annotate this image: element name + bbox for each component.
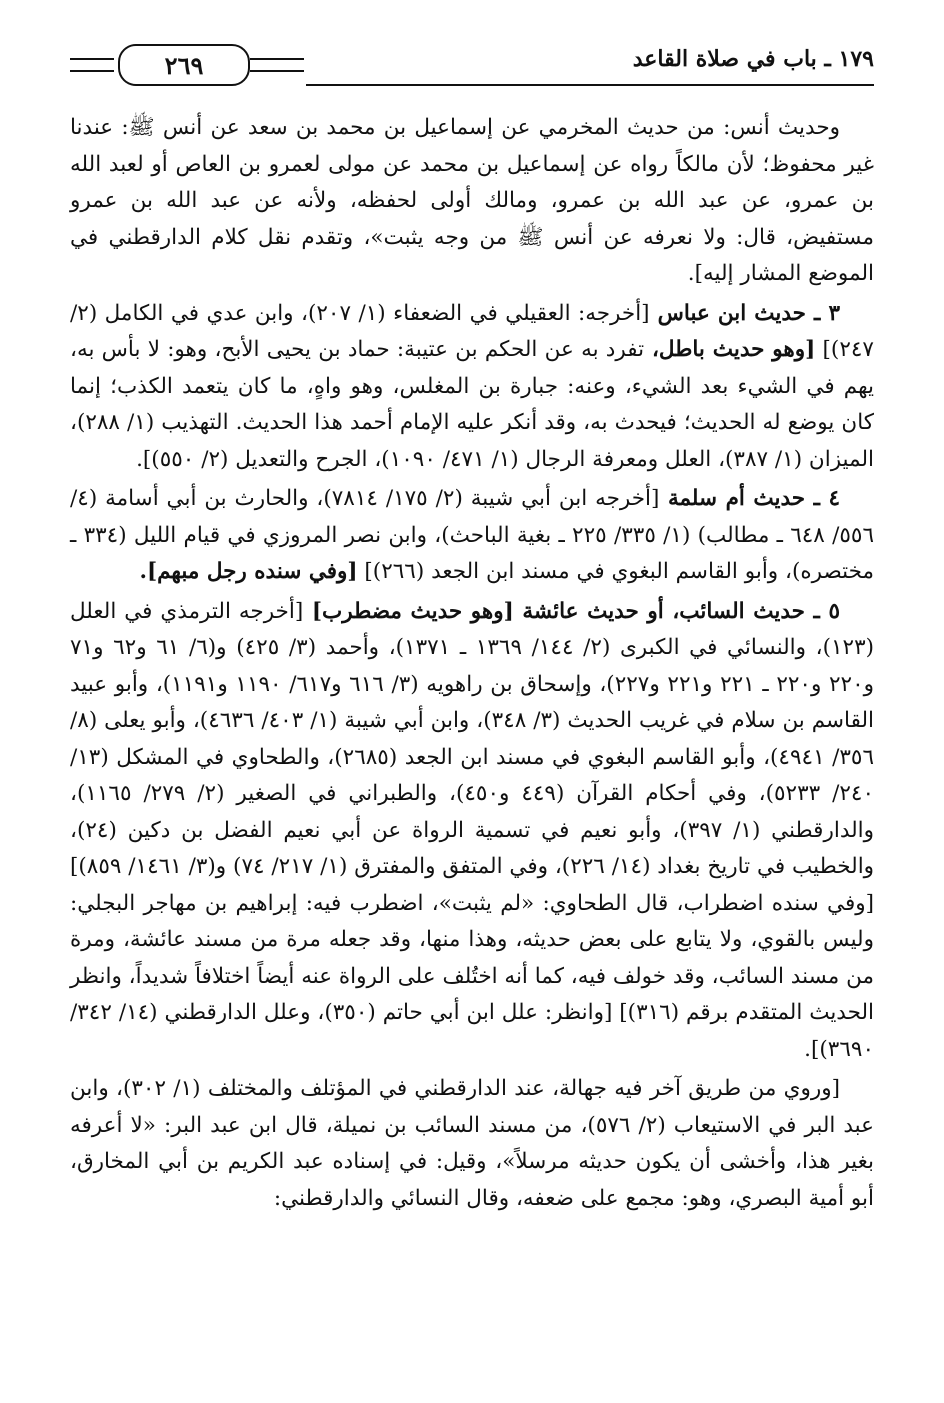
ornament-right-lines [250,58,304,72]
verdict-bold: [وفي سنده رجل مبهم]. [139,559,358,584]
text-segment: [وروي من طريق آخر فيه جهالة، عند الدارقطني في المؤتلف والمختلف (١/ ٣٠٢)، وابن عبد البر في الاستيعاب (٢/ ٥٧٦)، من مسند السائب بن نميلة، قال ابن عبد البر: «لا أعرفه بغير هذا، وأخشى أن يكون حديثه مرسلاً»، وقيل: في إسناده عبد الكريم بن أبي المخارق، أبو أمية البصري، وهو: مجمع على ضعفه، وقال النسائي والدارقطني: [70,1076,875,1211]
hadith-heading: ٣ ـ حديث ابن عباس [649,300,840,326]
page-number: ٢٦٩ [118,44,250,86]
ornament-left-lines [70,58,114,72]
paragraph-ibn-abbas [70,296,874,479]
page-header [70,40,874,90]
text-segment: تفرد به عن الحكم بن عتيبة: حماد بن يحيى الأبح، وهو: لا بأس به، يهم في الشيء بعد الشيء، وعنه: جبارة بن المغلس، وهو واهٍ، ما كان يتعمد الكذب؛ إنما كان يوضع له الحديث؛ فيحدث به، وقد أنكر عليه الإمام أحمد هذا الحديث. التهذيب (١/ ٢٨٨)، الميزان (١/ ٣٨٧)، العلل ومعرفة الرجال (١/ ٤٧١/ ١٠٩٠)، الجرح والتعديل (٢/ ٥٥٠)]. [70,337,874,472]
verdict-bold: [وهو حديث باطل، [644,337,816,362]
verdict-bold: [وهو حديث مضطرب] [303,598,514,624]
text-segment: [أخرجه ابن أبي شيبة (٢/ ١٧٥/ ٧٨١٤)، والحارث بن أبي أسامة (٤/ ٥٥٦/ ٦٤٨ ـ مطالب) (١/ ٣٣٥/ ٢٢٥ ـ بغية الباحث)، وابن نصر المروزي في قيام الليل (٣٣٤ ـ مختصره)، وأبو القاسم البغوي في مسند ابن الجعد (٢٦٦)] [70,486,875,584]
header-rule [306,84,874,86]
text-segment: [أخرجه: العقيلي في الضعفاء (١/ ٢٠٧)، وابن عدي في الكامل (٢/ ٢٤٧)] [70,300,874,362]
paragraph-anas [70,110,874,293]
body-text [70,110,874,1220]
chapter-title: ١٧٩ ـ باب في صلاة القاعد [632,46,874,72]
page-number-ornament [70,44,310,84]
text-segment: وحديث أنس: من حديث المخرمي عن إسماعيل بن محمد بن سعد عن أنس ﷺ: عندنا غير محفوظ؛ لأن مالكاً رواه عن إسماعيل بن محمد عن مولى لعمرو بن العاص أو لعبد الله بن عمرو، عن عبد الله بن عمرو، ومالك أولى لحفظه، ولأنه عن عبد الله بن عمرو مستفيض، قال: ولا نعرفه عن أنس ﷺ من وجه يثبت»، وتقدم نقل كلام الدارقطني في الموضع المشار إليه]. [70,115,874,286]
text-segment: [أخرجه الترمذي في العلل (١٢٣)، والنسائي في الكبرى (٢/ ١٤٤/ ١٣٦٩ ـ ١٣٧١)، وأحمد (٣/ ٤٢٥) و(٦/ ٦١ و٦٢ و٧١ و٢٢٠ و٢٢٠ ـ ٢٢١ و٢٢١ و٢٢٧)، وإسحاق بن راهويه (٣/ ٦١٦ و٦١٧/ ١١٩٠ و١١٩١)، وأبو عبيد القاسم بن سلام في غريب الحديث (٣/ ٣٤٨)، وابن أبي شيبة (١/ ٤٠٣/ ٤٦٣٦)، وأبو يعلى (٨/ ٣٥٦/ ٤٩٤١)، وأبو القاسم البغوي في مسند ابن الجعد (٢٦٨٥)، والطحاوي في المشكل (١٣/ ٢٤٠/ ٥٢٣٣)، وفي أحكام القرآن (٤٤٩ و٤٥٠)، والطبراني في الصغير (٢/ ٢٧٩/ ١١٦٥)، والدارقطني (١/ ٣٩٧)، وأبو نعيم في تسمية الرواة عن أبي نعيم الفضل بن دكين (٢٤)، والخطيب في تاريخ بغداد (١٤/ ٢٢٦)، وفي المتفق والمفترق (١/ ٢١٧/ ٧٤) و(٣/ ١٤٦١/ ٨٥٩)] [وفي سنده اضطراب، قال الطحاوي: «لم يثبت»، اضطرب فيه: إبراهيم بن مهاجر البجلي: وليس بالقوي، ولا يتابع على بعض حديثه، وهذا منها، وقد جعله مرة من مسند عائشة، ومرة من مسند السائب، وقد خولف فيه، كما أنه اختُلف على الرواة عنه أيضاً اختلافاً شديداً، وانظر الحديث المتقدم برقم (٣١٦)] [وانظر: علل ابن أبي حاتم (٣٥٠)، وعلل الدارقطني (١٤/ ٣٤٢/ ٣٦٩٠)]. [70,598,875,1062]
paragraph-saib [70,594,874,1069]
paragraph-other-route [70,1071,874,1217]
hadith-heading: ٤ ـ حديث أم سلمة [659,486,841,511]
hadith-heading: ٥ ـ حديث السائب، أو حديث عائشة [513,598,840,624]
paragraph-umm-salama [70,481,874,591]
